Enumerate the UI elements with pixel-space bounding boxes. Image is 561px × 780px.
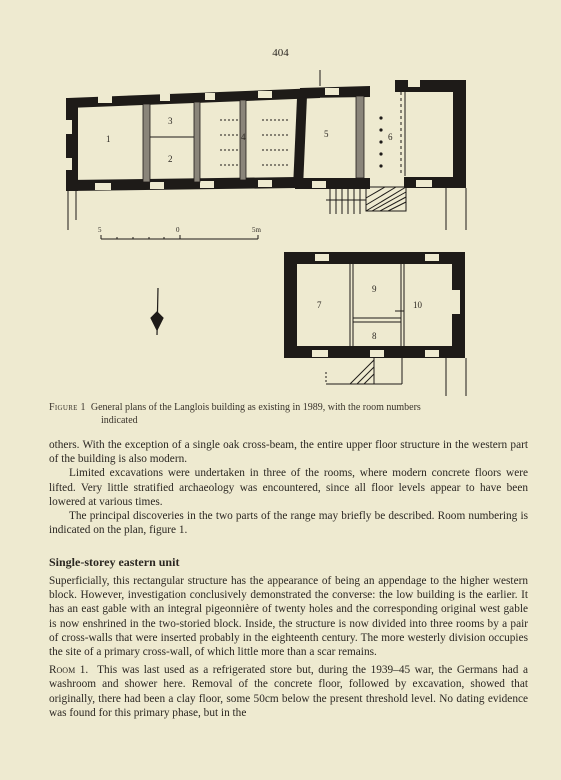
room-1-label: Room 1. <box>49 664 89 677</box>
room-number-2: 2 <box>168 154 173 164</box>
room-number-7: 7 <box>317 300 322 310</box>
west-block-west-wall <box>66 98 78 191</box>
room-number-1: 1 <box>106 134 111 144</box>
paragraph-1: others. With the exception of a single oak cross-beam, the entire upper floor structure in the western part of the building is also modern. <box>49 439 528 466</box>
room-number-8: 8 <box>372 331 377 341</box>
paragraph-5 <box>49 663 528 720</box>
figure-label: Figure 1 <box>49 402 86 413</box>
body-paragraphs-top <box>49 438 528 537</box>
paragraph-5-text: This was last used as a refrigerated store but, during the 1939–45 war, the Germans had a washroom and shower here. Removal of the concrete floor, followed by excavation, showed that originally, there had been a clay floor, some 50cm below the present threshold level. No dating evidence was found for this primary phase, but in the <box>49 664 528 719</box>
room-number-3: 3 <box>168 116 173 126</box>
west-block-east-wall <box>293 96 307 188</box>
scale-label-right: 5m <box>252 226 261 234</box>
caption-text-line2: indicated <box>101 415 138 426</box>
paragraph-3: The principal discoveries in the two parts of the range may briefly be described. Room numbering is indicated on the plan, figure 1. <box>49 510 528 537</box>
paragraph-2: Limited excavations were undertaken in three of the rooms, where modern concrete floors were lifted. Very little stratified archaeology was encountered, since all floor levels appear to have been lowered at various times. <box>49 467 528 508</box>
room5-south-wall <box>295 178 370 189</box>
scale-bar <box>101 235 258 239</box>
body-paragraphs-bottom <box>49 574 528 720</box>
room-number-6: 6 <box>388 132 393 142</box>
caption-text-line1: General plans of the Langlois building as existing in 1989, with the room numbers <box>90 402 421 413</box>
page-number: 404 <box>272 47 289 59</box>
figure-caption <box>49 401 527 427</box>
room6-south-wall <box>404 177 466 188</box>
scale-label-left: 5 <box>98 226 102 234</box>
north-arrow-icon <box>151 288 163 335</box>
room6-east-wall <box>453 80 466 188</box>
room-number-4: 4 <box>241 132 246 142</box>
section-heading: Single-storey eastern unit <box>49 555 180 569</box>
east-unit-west-wall <box>284 252 297 358</box>
room-number-10: 10 <box>413 300 422 310</box>
scale-label-zero: 0 <box>176 226 180 234</box>
room-number-5: 5 <box>324 129 329 139</box>
room-number-9: 9 <box>372 284 377 294</box>
paragraph-4: Superficially, this rectangular structure has the appearance of being an appendage to the higher western block. However, investigation conclusively demonstrated the converse: the low building is the earlier. It has an east gable with an integral pigeonnière of twenty holes and the corresponding original west gable is now enshrined in the two-storied block. Inside, the structure is now divided into three rooms by a pair of cross-walls that were inserted probably in the eighteenth century. The more westerly division occupies the site of a primary cross-wall, of which little more than a scar remains. <box>49 575 528 659</box>
